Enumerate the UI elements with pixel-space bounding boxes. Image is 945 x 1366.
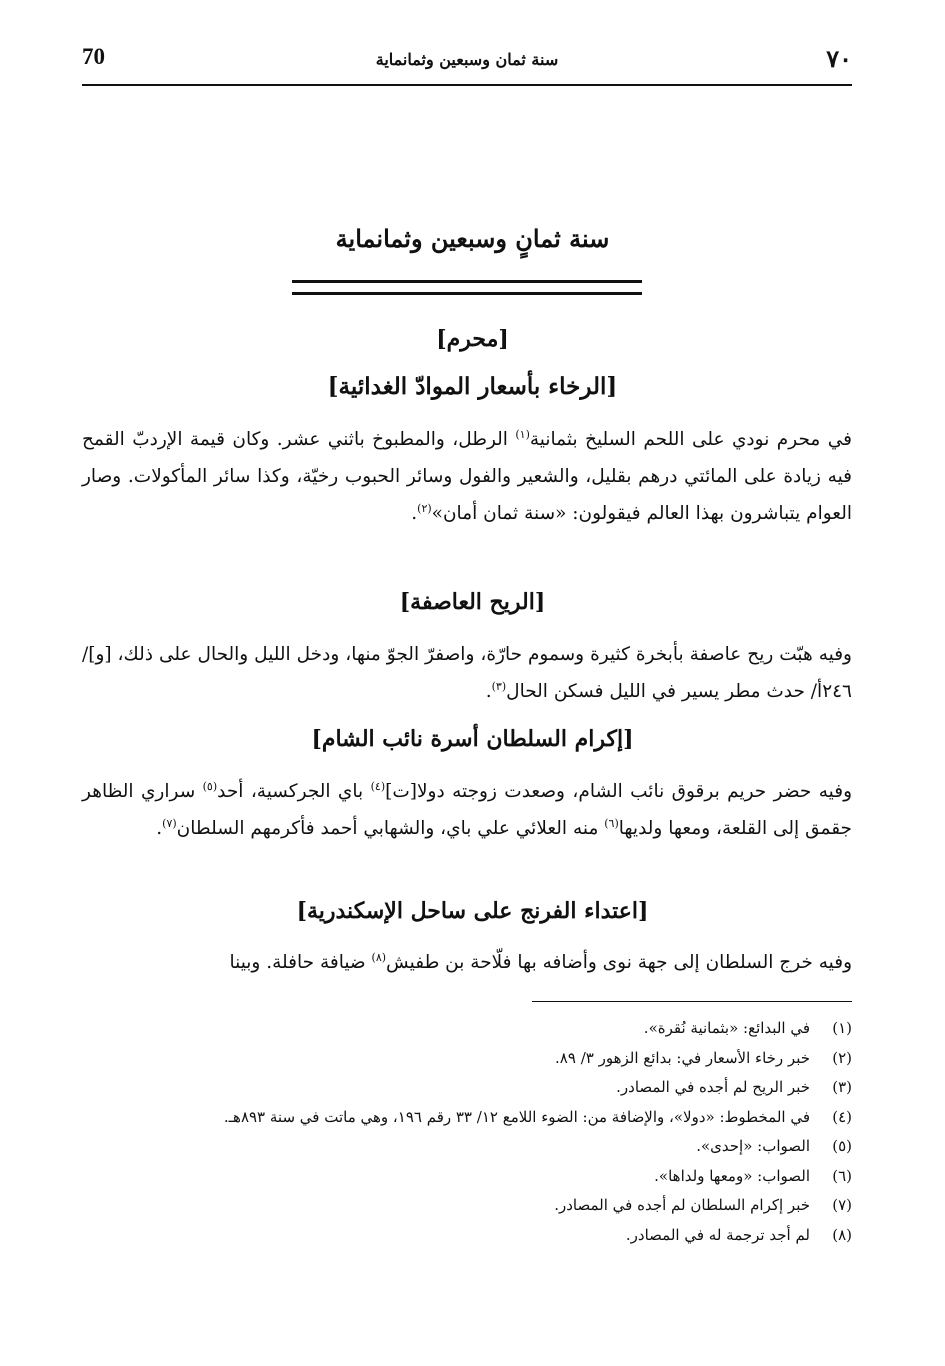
footnote-ref[interactable]: (٣) — [491, 679, 507, 693]
footnote-number: (١) — [832, 1019, 852, 1037]
footnote-ref[interactable]: (٧) — [162, 816, 177, 830]
footnote-number: (٤) — [832, 1107, 852, 1126]
footnote-number: (٦) — [832, 1166, 852, 1185]
footnotes — [82, 1014, 852, 1250]
page-number-arabic: ٧٠ — [826, 44, 852, 73]
footnote-item — [82, 1221, 852, 1251]
footnote-number: (٧) — [832, 1196, 852, 1214]
footnote-text: الصواب: «إحدى». — [696, 1137, 810, 1155]
section-heading: [الريح العاصفة] — [399, 589, 546, 615]
running-title: سنة ثمان وسبعين وثمانماية — [375, 50, 559, 69]
section-paragraph: وفيه خرج السلطان إلى جهة نوى وأضافه بها فلّاحة بن طفيش$^{(٨)}$ ضيافة حافلة. وبينا — [229, 950, 852, 973]
running-header — [82, 38, 852, 86]
footnote-ref[interactable]: (٢) — [417, 501, 432, 515]
section-paragraph: وفيه هبّت ريح عاصفة بأبخرة كثيرة وسموم حارّة، واصفرّ الجوّ منها، ودخل الليل والحال على ذلك، [و]/ ٢٤٦أ/ حدث مطر يسير في الليل فسكن الحال$^{(٣)}$. — [82, 644, 852, 702]
footnote-text: خبر رخاء الأسعار في: بدائع الزهور ٣/ ٨٩. — [555, 1048, 810, 1067]
section-heading: [اعتداء الفرنج على ساحل الإسكندرية] — [296, 898, 649, 924]
footnote-ref[interactable]: (٤) — [370, 779, 386, 793]
section-heading: [إكرام السلطان أسرة نائب الشام] — [311, 726, 634, 752]
footnote-text: خبر الريح لم أجده في المصادر. — [616, 1078, 810, 1096]
footnote-number: (٣) — [832, 1078, 852, 1096]
footnote-ref[interactable]: (٥) — [202, 779, 218, 793]
footnote-text: في البدائع: «بثمانية نُقرة». — [643, 1019, 810, 1037]
footnote-item — [82, 1191, 852, 1221]
footnote-item — [82, 1162, 852, 1192]
double-rule-divider — [292, 280, 642, 295]
footnote-item — [82, 1073, 852, 1103]
section-heading: [الرخاء بأسعار الموادّ الغدائية] — [327, 373, 618, 400]
footnote-item — [82, 1044, 852, 1074]
footnote-item — [82, 1103, 852, 1133]
footnote-text: الصواب: «ومعها ولداها». — [654, 1166, 810, 1185]
footnote-item — [82, 1132, 852, 1162]
footnote-text: في المخطوط: «دولا»، والإضافة من: الضوء اللامع ١٢/ ٣٣ رقم ١٩٦، وهي ماتت في سنة ٨٩٣هـ. — [223, 1107, 810, 1126]
section-paragraph: وفيه حضر حريم برقوق نائب الشام، وصعدت زوجته دولا[ت]$^{(٤)}$ باي الجركسية، أحد$^{(٥)}$ سراري الظاهر جقمق إلى القلعة، ومعها ولديها$^{(٦)}$ منه العلائي علي باي، والشهابي أحمد فأكرمهم السلطان$^{(٧)}$. — [82, 779, 853, 839]
footnote-text: لم أجد ترجمة له في المصادر. — [625, 1225, 810, 1244]
footnote-text: خبر إكرام السلطان لم أجده في المصادر. — [554, 1196, 810, 1214]
footnote-number: (٢) — [832, 1048, 852, 1067]
section-paragraph: في محرم نودي على اللحم السليخ بثمانية$^{(١)}$ الرطل، والمطبوخ باثني عشر. وكان قيمة الإردبّ القمح فيه زيادة على المائتي درهم بقليل، والشعير والفول وسائر الحبوب رخيّة، وكذا سائر المأكولات. وصار العوام يتباشرون بهذا العالم فيقولون: «سنة ثمان أمان»$^{(٢)}$. — [82, 427, 852, 524]
footnote-ref[interactable]: (١) — [515, 427, 530, 441]
month-heading: [محرم] — [436, 326, 509, 352]
footnote-number: (٨) — [832, 1225, 852, 1244]
page-number-latin: 70 — [82, 44, 105, 69]
footnote-ref[interactable]: (٨) — [371, 950, 387, 964]
chapter-title: سنة ثمانٍ وسبعين وثمانماية — [335, 224, 610, 253]
footnote-number: (٥) — [832, 1137, 852, 1155]
footnote-item — [82, 1014, 852, 1044]
footnote-separator — [532, 1001, 852, 1002]
footnote-ref[interactable]: (٦) — [604, 816, 619, 830]
